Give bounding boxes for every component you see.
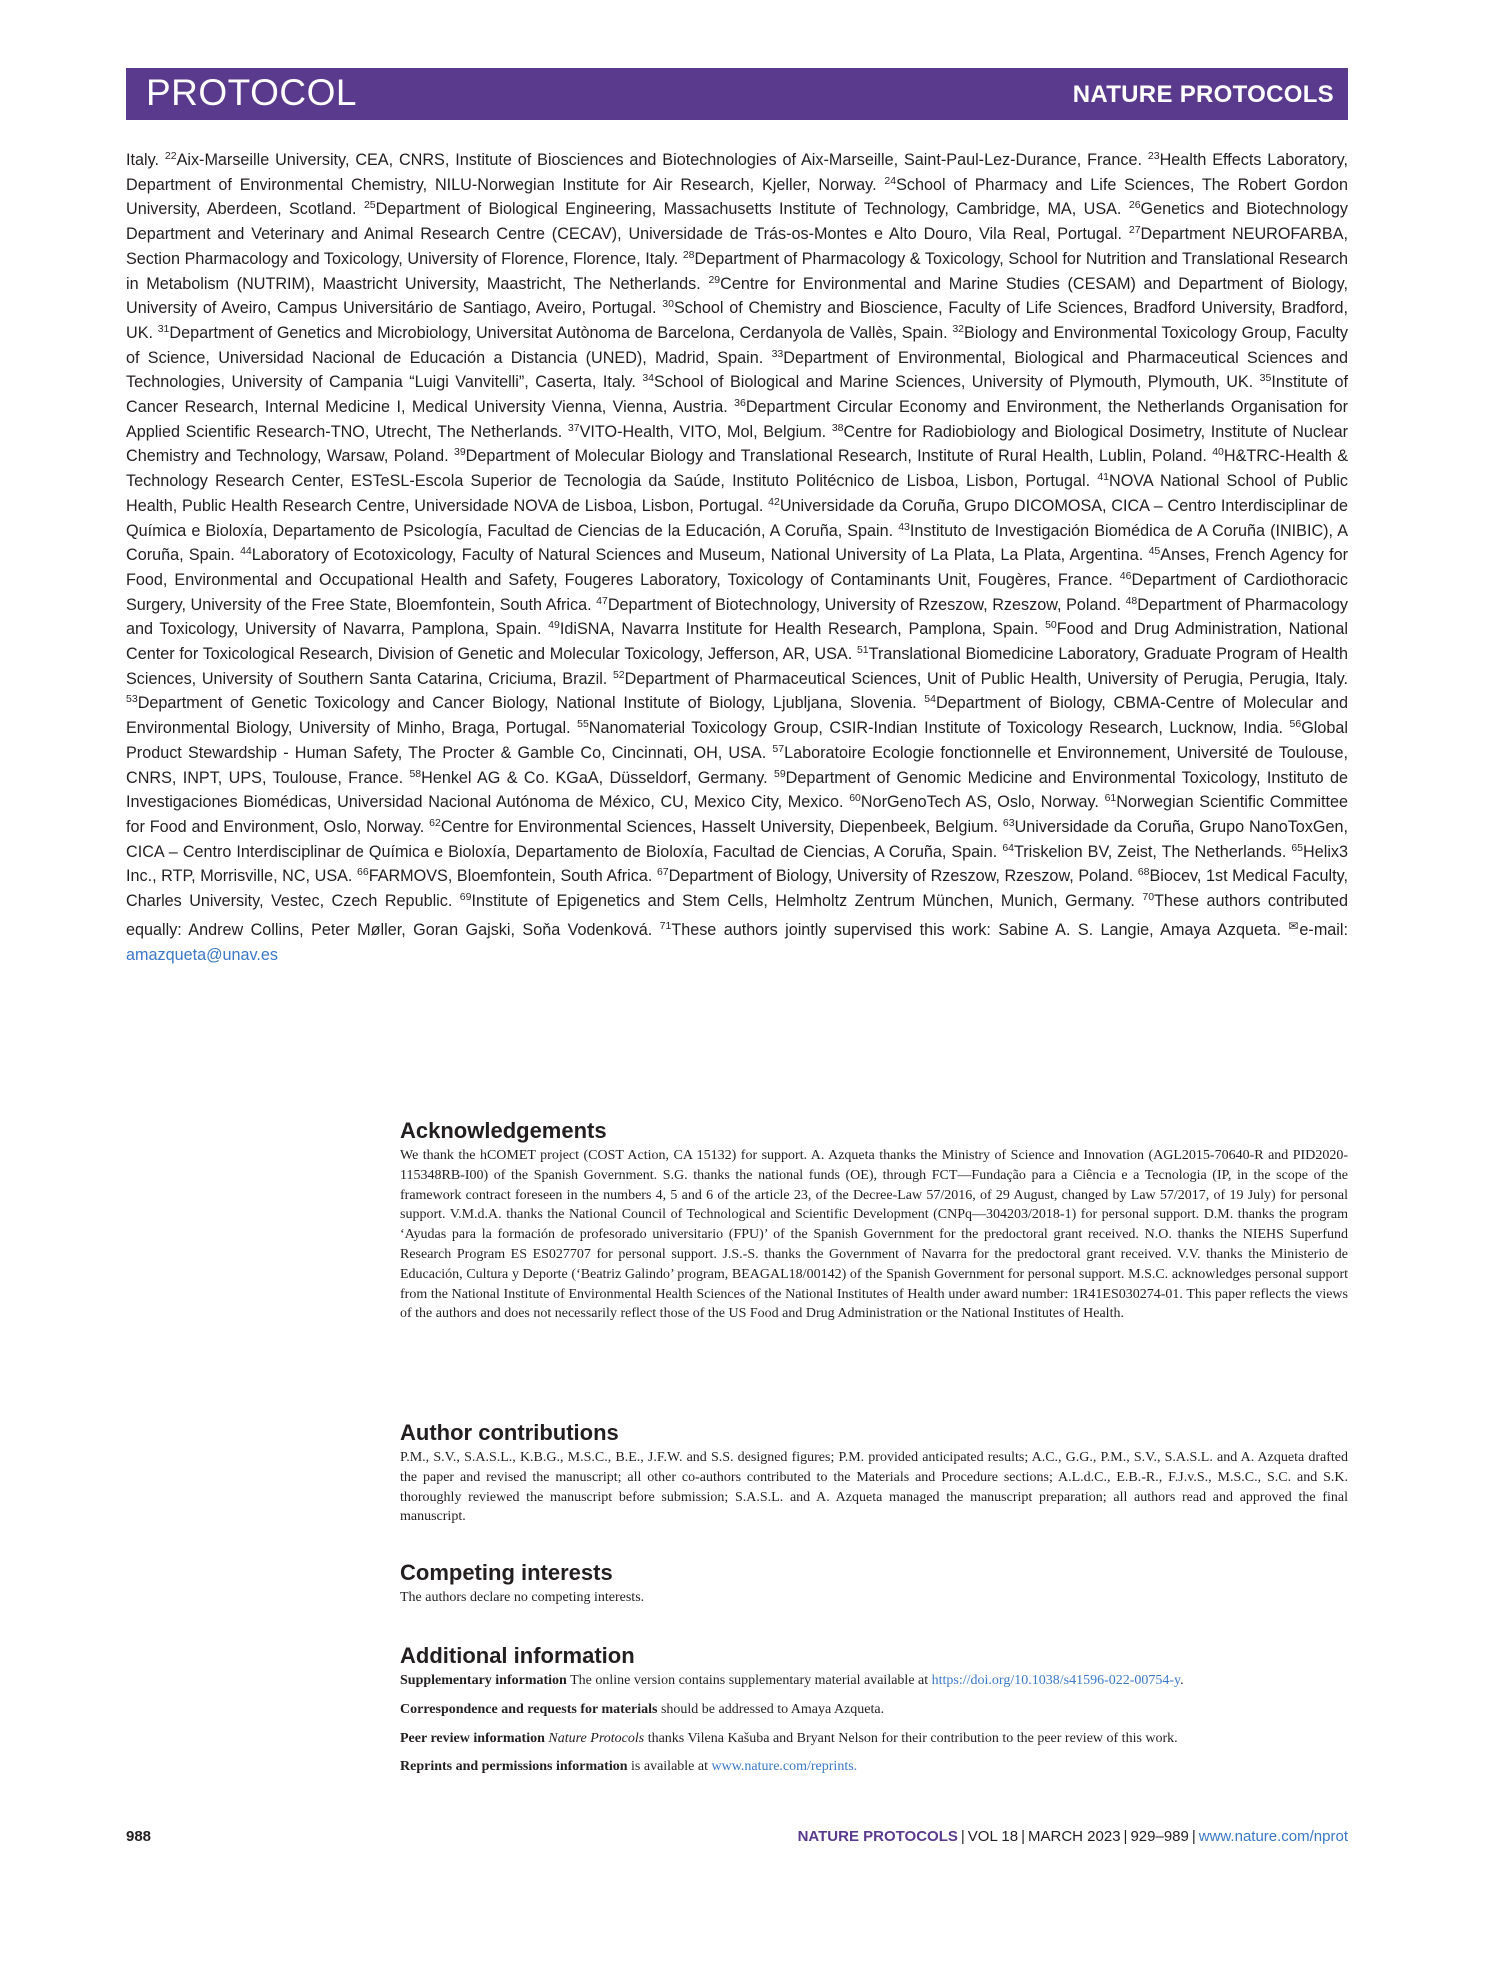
affiliation-number: 44 xyxy=(240,545,252,558)
affiliation-text: These authors contributed equally: Andrew Collins, Peter Møller, Goran Gajski, Soňa Vodenková. xyxy=(126,892,1349,939)
affiliation-number: 28 xyxy=(682,248,695,261)
affiliation-text: Food and Drug Administration, National Center for Toxicological Research, Division of Genetic and Molecular Toxicology, Jefferson, AR, USA. xyxy=(126,620,1348,664)
affiliation-number: 25 xyxy=(363,199,376,212)
acknowledgements-heading: Acknowledgements xyxy=(400,1118,607,1143)
affiliation-text: Instituto de Investigación Biomédica de A Coruña (INIBIC), A Coruña, Spain. xyxy=(126,521,1348,565)
affiliation-number: 50 xyxy=(1045,619,1057,632)
affiliation-item xyxy=(409,769,774,787)
author-contributions-section xyxy=(400,1420,1348,1536)
affiliation-text: Henkel AG & Co. KGaA, Düsseldorf, Germany. xyxy=(421,768,774,787)
affiliation-text: Translational Biomedicine Laboratory, Graduate Program of Health Sciences, University of Southern Santa Catarina, Criciuma, Brazil. xyxy=(126,645,1348,688)
competing-interests-text: The authors declare no competing interests. xyxy=(400,1590,645,1605)
footer-url[interactable]: www.nature.com/nprot xyxy=(1198,1828,1348,1845)
affiliation-number: 69 xyxy=(459,891,472,904)
affiliation-text: Helix3 Inc., RTP, Morrisville, NC, USA. xyxy=(126,842,1349,886)
affiliation-number: 71 xyxy=(659,919,672,932)
affiliation-text: FARMOVS, Bloemfontein, South Africa. xyxy=(368,867,657,886)
affiliation-number: 54 xyxy=(924,693,936,706)
affiliation-item xyxy=(613,670,1348,688)
affiliation-text: Norwegian Scientific Committee for Food and Environment, Oslo, Norway. xyxy=(126,793,1348,836)
affiliation-number: 42 xyxy=(768,495,780,508)
email-link[interactable]: amazqueta@unav.es xyxy=(126,945,279,964)
affiliation-text: Laboratory of Ecotoxicology, Faculty of Natural Sciences and Museum, National University of La Plata, La Plata, Argentina. xyxy=(251,546,1149,565)
affiliation-lead-in: Italy. xyxy=(126,151,165,169)
affiliation-text: Department of Pharmacology and Toxicology, University of Navarra, Pamplona, Spain. xyxy=(126,595,1348,639)
supplementary-information xyxy=(400,1671,1348,1691)
affiliation-text: Universidade da Coruña, Grupo NanoToxGen, CICA – Centro Interdisciplinar de Química e Bioloxía, Departamento de Bioloxía, Facultad de Ciencias, A Coruña, Spain. xyxy=(126,817,1348,861)
supplementary-text: The online version contains supplementary material available at xyxy=(566,1673,932,1688)
affiliation-number: 66 xyxy=(357,866,369,879)
affiliation-text: These authors jointly supervised this work: Sabine A. S. Langie, Amaya Azqueta. xyxy=(671,920,1289,939)
affiliation-number: 29 xyxy=(708,273,721,286)
affiliation-number: 55 xyxy=(577,718,589,731)
acknowledgements-text: We thank the hCOMET project (COST Action, CA 15132) for support. A. Azqueta thanks the Ministry of Science and Innovation (AGL2015-70640-R and PID2020-115348RB-I00) of the Spanish Government. S.G. thanks the national funds (OE), through FCT—Fundação para a Ciência e a Tecnologia (IP, in the scope of the framework contract foreseen in the numbers 4, 5 and 6 of the article 23, of the Decree-Law 57/2016, of 29 August, changed by Law 57/2017, of 19 July) for personal support. V.M.d.A. thanks the National Council of Technological and Scientific Development (CNPq—304203/2018-1) for personal support. D.M. thanks the program ‘Ayudas para la formación de profesorado universitario (FPU)’ of the Spanish Government for the predoctoral grant received. N.O. thanks the NIEHS Superfund Research Program ES ES027707 for personal support. J.S.-S. thanks the Government of Navarra for the predoctoral grant received. V.V. thanks the Ministerio de Educación, Cultura y Deporte (‘Beatriz Galindo’ program, BEAGAL18/00142) of the Spanish Government for personal support. M.S.C. acknowledges personal support from the National Institute of Environmental Health Sciences of the National Institutes of Health under award number: 1R41ES030274-01. This paper reflects the views of the authors and does not necessarily reflect those of the US Food and Drug Administration or the National Institutes of Health. xyxy=(400,1148,1348,1322)
affiliation-item xyxy=(568,423,832,441)
affiliation-number: 36 xyxy=(734,397,746,410)
correspondence-label: Correspondence and requests for materials xyxy=(400,1701,658,1717)
affiliation-text: Department of Cardiothoracic Surgery, University of the Free State, Bloemfontein, South Africa. xyxy=(126,570,1348,614)
affiliation-text: Department of Biotechnology, University of Rzeszow, Rzeszow, Poland. xyxy=(607,595,1126,614)
affiliation-item xyxy=(357,867,657,885)
affiliation-text: Department Circular Economy and Environment, the Netherlands Organisation for Applied Scientific Research-TNO, Utrecht, The Netherlands. xyxy=(126,398,1348,441)
affiliation-number: 62 xyxy=(429,816,441,829)
affiliation-number: 64 xyxy=(1002,841,1014,854)
reprints-label: Reprints and permissions information xyxy=(400,1759,628,1775)
affiliation-number: 57 xyxy=(772,742,785,755)
reprints-text: is available at xyxy=(627,1759,712,1775)
affiliation-text: VITO-Health, VITO, Mol, Belgium. xyxy=(579,422,832,441)
header-banner xyxy=(126,68,1348,120)
affiliation-text: Biocev, 1st Medical Faculty, Charles University, Vestec, Czech Republic. xyxy=(126,867,1348,911)
affiliation-number: 35 xyxy=(1259,372,1272,385)
affiliation-text: Health Effects Laboratory, Department of Environmental Chemistry, NILU-Norwegian Institute for Air Research, Kjeller, Norway. xyxy=(126,151,1348,194)
affiliation-item xyxy=(126,694,924,712)
footer-pages: 929–989 xyxy=(1130,1828,1189,1845)
acknowledgements-section xyxy=(400,1118,1348,1333)
affiliation-item xyxy=(240,546,1149,564)
affiliation-item xyxy=(429,818,1003,836)
affiliation-number: 40 xyxy=(1212,446,1224,459)
affiliation-text: Department of Genetics and Microbiology, Universitat Autònoma de Barcelona, Cerdanyola de Vallès, Spain. xyxy=(169,323,953,342)
affiliation-text: IdiSNA, Navarra Institute for Health Research, Pamplona, Spain. xyxy=(559,620,1046,639)
affiliation-number: 33 xyxy=(771,347,784,360)
affiliation-text: Department of Genetic Toxicology and Cancer Biology, National Institute of Biology, Ljubljana, Slovenia. xyxy=(137,694,925,713)
author-contributions-heading: Author contributions xyxy=(400,1420,619,1445)
affiliation-number: 47 xyxy=(596,594,608,607)
affiliation-number: 67 xyxy=(656,866,669,879)
affiliation-number: 52 xyxy=(612,668,625,681)
affiliation-text: Department NEUROFARBA, Section Pharmacology and Toxicology, University of Florence, Florence, Italy. xyxy=(126,225,1348,268)
affiliation-number: 48 xyxy=(1125,594,1138,607)
affiliation-text: Department of Genomic Medicine and Environmental Toxicology, Instituto de Investigaciones Biomédicas, Universidad Nacional Autónoma de México, CU, Mexico City, Mexico. xyxy=(126,768,1348,812)
affiliation-item xyxy=(577,719,1289,737)
affiliation-item xyxy=(642,373,1259,391)
affiliation-number: 58 xyxy=(409,767,422,780)
affiliation-text: School of Pharmacy and Life Sciences, The Robert Gordon University, Aberdeen, Scotland. xyxy=(126,175,1349,219)
affiliation-number: 60 xyxy=(849,792,861,805)
peer-review-journal: Nature Protocols xyxy=(548,1730,645,1746)
affiliation-item xyxy=(657,867,1138,885)
reprints-link[interactable]: www.nature.com/reprints. xyxy=(711,1759,858,1775)
affiliation-text: Triskelion BV, Zeist, The Netherlands. xyxy=(1014,842,1292,861)
supplementary-label: Supplementary information xyxy=(400,1673,567,1688)
affiliation-text: Universidade da Coruña, Grupo DICOMOSA, CICA – Centro Interdisciplinar de Química e Bioloxía, Departamento de Psicología, Facultad de Ciencias de la Educación, A Coruña, Spain. xyxy=(126,496,1348,540)
affiliation-number: 23 xyxy=(1147,150,1160,162)
affiliation-item xyxy=(165,151,1148,169)
affiliation-text: Institute of Epigenetics and Stem Cells, Helmholtz Zentrum München, Munich, Germany. xyxy=(471,892,1143,911)
affiliation-number: 45 xyxy=(1148,545,1161,558)
affiliation-number: 68 xyxy=(1137,866,1150,879)
affiliation-text: Centre for Environmental Sciences, Hasselt University, Diepenbeek, Belgium. xyxy=(440,817,1003,836)
affiliation-text: Department of Biology, University of Rzeszow, Rzeszow, Poland. xyxy=(668,867,1138,886)
envelope-icon: ✉ xyxy=(1288,918,1299,933)
affiliation-number: 56 xyxy=(1289,718,1302,731)
affiliation-item xyxy=(460,892,1143,910)
affiliation-text: Centre for Radiobiology and Biological Dosimetry, Institute of Nuclear Chemistry and Technology, Warsaw, Poland. xyxy=(126,422,1348,466)
affiliation-text: Aix-Marseille University, CEA, CNRS, Institute of Biosciences and Biotechnologies of Aix-Marseille, Saint-Paul-Lez-Durance, France. xyxy=(176,151,1148,169)
affiliations-block xyxy=(126,148,1348,967)
affiliation-number: 38 xyxy=(831,421,844,434)
footer-volume: VOL 18 xyxy=(967,1828,1019,1845)
section-label: PROTOCOL xyxy=(146,72,357,113)
affiliation-item xyxy=(548,620,1045,638)
affiliation-item xyxy=(454,447,1212,465)
affiliation-text: School of Biological and Marine Sciences, University of Plymouth, Plymouth, UK. xyxy=(654,373,1260,392)
affiliation-number: 53 xyxy=(126,693,138,706)
competing-interests-heading: Competing interests xyxy=(400,1560,613,1585)
affiliation-number: 30 xyxy=(662,298,674,311)
affiliation-number: 70 xyxy=(1142,891,1155,904)
page-number: 988 xyxy=(126,1828,152,1845)
affiliation-number: 39 xyxy=(453,446,466,459)
affiliation-number: 51 xyxy=(856,644,869,657)
affiliation-text: Department of Environmental, Biological and Pharmaceutical Sciences and Technologies, University of Campania “Luigi Vanvitelli”, Caserta, Italy. xyxy=(126,348,1348,392)
affiliation-text: School of Chemistry and Bioscience, Faculty of Life Sciences, Bradford University, Bradford, UK. xyxy=(126,299,1348,342)
additional-information-section xyxy=(400,1643,1348,1786)
affiliation-number: 41 xyxy=(1097,471,1110,484)
affiliation-number: 27 xyxy=(1128,224,1141,237)
affiliation-number: 22 xyxy=(164,150,177,162)
affiliation-item xyxy=(596,596,1125,614)
affiliation-text: Centre for Environmental and Marine Studies (CESAM) and Department of Biology, University of Aveiro, Campus Universitário de Santiago, Aveiro, Portugal. xyxy=(126,274,1348,318)
reprints-information xyxy=(400,1757,1348,1777)
peer-review-label: Peer review information xyxy=(400,1730,545,1746)
affiliation-text: Genetics and Biotechnology Department and Veterinary and Animal Research Centre (CECAV), Universidade de Trás-os-Montes e Alto Douro, Vila Real, Portugal. xyxy=(126,200,1348,244)
affiliation-text: Institute of Cancer Research, Internal Medicine I, Medical University Vienna, Vienna, Austria. xyxy=(126,373,1349,417)
affiliation-text: Anses, French Agency for Food, Environmental and Occupational Health and Safety, Fougeres Laboratory, Toxicology of Contaminants Unit, Fougères, France. xyxy=(126,546,1349,589)
footer-date: MARCH 2023 xyxy=(1028,1828,1121,1845)
affiliation-text: Laboratoire Ecologie fonctionnelle et Environnement, Université de Toulouse, CNRS, INPT, UPS, Toulouse, France. xyxy=(126,743,1348,787)
affiliation-number: 46 xyxy=(1119,569,1132,582)
affiliation-item xyxy=(849,793,1104,811)
affiliation-number: 26 xyxy=(1128,199,1141,212)
email-label: e-mail: xyxy=(1299,920,1348,939)
affiliation-text: Global Product Stewardship - Human Safety, The Procter & Gamble Co, Cincinnati, OH, USA. xyxy=(126,719,1349,762)
correspondence-information xyxy=(400,1700,1348,1720)
affiliation-number: 34 xyxy=(642,372,655,385)
affiliation-text: Department of Biological Engineering, Massachusetts Institute of Technology, Cambridge, MA, USA. xyxy=(375,200,1129,219)
affiliation-text: Department of Molecular Biology and Translational Research, Institute of Rural Health, Lublin, Poland. xyxy=(465,447,1213,466)
affiliation-number: 31 xyxy=(157,322,170,335)
footer-journal: NATURE PROTOCOLS xyxy=(797,1828,958,1845)
affiliation-item xyxy=(660,921,1289,939)
affiliation-number: 24 xyxy=(884,174,897,187)
affiliation-number: 37 xyxy=(567,421,580,434)
affiliation-text: Department of Pharmacology & Toxicology, School for Nutrition and Translational Research in Metabolism (NUTRIM), Maastricht University, Maastricht, The Netherlands. xyxy=(126,249,1348,293)
affiliation-text: Nanomaterial Toxicology Group, CSIR-Indian Institute of Toxicology Research, Lucknow, India. xyxy=(588,719,1290,738)
additional-information-heading: Additional information xyxy=(400,1643,635,1668)
competing-interests-section xyxy=(400,1560,1348,1617)
page-footer xyxy=(126,1828,1348,1852)
affiliation-number: 63 xyxy=(1002,816,1015,829)
affiliation-text: Department of Pharmaceutical Sciences, Unit of Public Health, University of Perugia, Perugia, Italy. xyxy=(624,669,1349,688)
affiliation-number: 32 xyxy=(952,322,965,335)
footer-citation: NATURE PROTOCOLS | VOL 18 | MARCH 2023 | 929–989 | www.nature.com/nprot xyxy=(797,1828,1348,1845)
author-contributions-text: P.M., S.V., S.A.S.L., K.B.G., M.S.C., B.E., J.F.W. and S.S. designed figures; P.M. provided anticipated results; A.C., G.G., P.M., S.V., S.A.S.L. and A. Azqueta drafted the paper and revised the manuscript; all other co-authors contributed to the Materials and Procedure sections; A.L.d.C., E.B.-R., F.J.v.S., M.S.C., S.C. and S.K. thoroughly reviewed the manuscript before submission; S.A.S.L. and A. Azqueta managed the manuscript preparation; all authors read and approved the final manuscript. xyxy=(400,1450,1348,1525)
affiliation-list xyxy=(126,151,1348,939)
affiliation-item xyxy=(364,200,1129,218)
affiliation-number: 61 xyxy=(1104,792,1117,805)
affiliation-number: 43 xyxy=(898,520,910,533)
affiliation-text: NorGenoTech AS, Oslo, Norway. xyxy=(860,793,1105,812)
supplementary-link[interactable]: https://doi.org/10.1038/s41596-022-00754-y xyxy=(931,1673,1181,1688)
journal-name: NATURE PROTOCOLS xyxy=(1072,81,1334,108)
affiliation-text: H&TRC-Health & Technology Research Center, ESTeSL-Escola Superior de Tecnologia da Saúde, Instituto Politécnico de Lisboa, Lisbon, Portugal. xyxy=(126,447,1348,491)
affiliation-item xyxy=(1002,843,1291,861)
affiliation-number: 49 xyxy=(548,619,560,632)
affiliation-number: 65 xyxy=(1291,841,1304,854)
correspondence-text: should be addressed to Amaya Azqueta. xyxy=(657,1701,885,1717)
peer-review-text: thanks Vilena Kašuba and Bryant Nelson for their contribution to the peer review of this work. xyxy=(644,1730,1178,1746)
peer-review-information xyxy=(400,1729,1348,1749)
affiliation-number: 59 xyxy=(773,767,786,780)
supplementary-end: . xyxy=(1180,1673,1184,1688)
affiliation-item xyxy=(158,324,953,342)
affiliation-text: NOVA National School of Public Health, Public Health Research Centre, Universidade NOVA de Lisboa, Lisbon, Portugal. xyxy=(126,472,1348,515)
affiliation-text: Department of Biology, CBMA-Centre of Molecular and Environmental Biology, University of Minho, Braga, Portugal. xyxy=(126,694,1348,738)
affiliation-text: Biology and Environmental Toxicology Group, Faculty of Science, Universidad Nacional de Educación a Distancia (UNED), Madrid, Spain. xyxy=(126,323,1349,367)
